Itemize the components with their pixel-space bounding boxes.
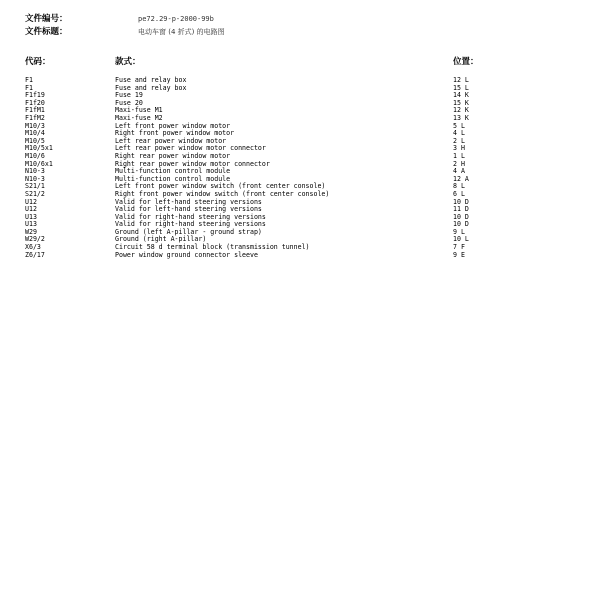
component-position: 12 L [453, 76, 469, 84]
component-code: F1fM2 [25, 113, 45, 122]
doc-title-value: 电动车窗 (4 折式) 的电路图 [138, 28, 225, 36]
component-code: M10/6x1 [25, 159, 53, 168]
component-description: Power window ground connector sleeve [115, 250, 258, 259]
component-description: Left front power window switch (front center console) [115, 182, 326, 191]
component-position: 13 K [453, 113, 469, 122]
component-description: Valid for right-hand steering versions [115, 212, 266, 221]
table-row [0, 161, 602, 169]
component-position: 4 L [453, 129, 465, 138]
component-position: 10 D [453, 220, 469, 229]
component-code: U12 [25, 197, 37, 206]
component-code: W29/2 [25, 235, 45, 244]
table-row [0, 85, 602, 93]
component-code: M10/5x1 [25, 144, 53, 153]
column-header-description: 款式： [115, 57, 141, 67]
component-description: Multi-function control module [115, 174, 231, 183]
component-description: Fuse and relay box [115, 76, 187, 84]
table-row [0, 244, 602, 252]
table-row [0, 130, 602, 138]
component-code: Z6/17 [25, 250, 45, 259]
component-position: 12 A [453, 174, 469, 183]
component-description: Ground (left A-pillar - ground strap) [115, 227, 262, 236]
component-code: N10-3 [25, 174, 45, 183]
component-position: 12 K [453, 106, 469, 115]
table-row [0, 123, 602, 131]
component-description: Valid for left-hand steering versions [115, 205, 262, 214]
component-description: Fuse and relay box [115, 83, 187, 92]
component-description: Maxi-fuse M1 [115, 106, 163, 115]
table-row [0, 191, 602, 199]
component-position: 15 K [453, 98, 469, 107]
table-row [0, 168, 602, 176]
component-code: M10/5 [25, 136, 45, 145]
component-code: W29 [25, 227, 37, 236]
table-row [0, 252, 602, 260]
component-code: M10/4 [25, 129, 45, 138]
component-description: Fuse 19 [115, 91, 143, 100]
component-description: Valid for left-hand steering versions [115, 197, 262, 206]
component-description: Valid for right-hand steering versions [115, 220, 266, 229]
table-row [0, 100, 602, 108]
component-code: S21/1 [25, 182, 45, 191]
component-position: 4 A [453, 167, 465, 176]
component-description: Left front power window motor [115, 121, 231, 130]
component-description: Right rear power window motor [115, 151, 231, 160]
component-code: U12 [25, 205, 37, 214]
component-code: U13 [25, 212, 37, 221]
component-code: F1 [25, 76, 33, 84]
component-code: F1f19 [25, 91, 45, 100]
doc-title-label: 文件标题： [25, 27, 68, 37]
component-position: 5 L [453, 121, 465, 130]
component-description: Fuse 20 [115, 98, 143, 107]
component-description: Right front power window switch (front center console) [115, 189, 330, 198]
component-description: Left rear power window motor [115, 136, 227, 145]
component-position: 3 H [453, 144, 465, 153]
component-code: X6/3 [25, 243, 41, 252]
component-description: Right rear power window motor connector [115, 159, 270, 168]
column-header-code: 代码： [25, 57, 51, 67]
component-description: Left rear power window motor connector [115, 144, 266, 153]
component-position: 2 H [453, 159, 465, 168]
table-row [0, 145, 602, 153]
component-description: Right front power window motor [115, 129, 235, 138]
table-row [0, 199, 602, 207]
component-description: Multi-function control module [115, 167, 231, 176]
component-code: M10/6 [25, 151, 45, 160]
component-position: 7 F [453, 243, 465, 252]
component-description: Ground (right A-pillar) [115, 235, 207, 244]
component-code: U13 [25, 220, 37, 229]
table-row [0, 92, 602, 100]
table-row [0, 221, 602, 229]
component-position: 2 L [453, 136, 465, 145]
component-description: Maxi-fuse M2 [115, 113, 163, 122]
table-row [0, 115, 602, 123]
component-table-body [0, 77, 602, 259]
table-row [0, 107, 602, 115]
component-position: 9 E [453, 250, 465, 259]
doc-number-value: pe72.29-p-2000-99b [138, 15, 214, 23]
component-code: F1f20 [25, 98, 45, 107]
component-position: 10 D [453, 212, 469, 221]
component-code: F1fM1 [25, 106, 45, 115]
table-row [0, 229, 602, 237]
component-description: Circuit 58 d terminal block (transmission tunnel) [115, 243, 310, 252]
component-position: 15 L [453, 83, 469, 92]
component-position: 9 L [453, 227, 465, 236]
table-row [0, 77, 602, 85]
component-position: 8 L [453, 182, 465, 191]
table-row [0, 206, 602, 214]
component-code: S21/2 [25, 189, 45, 198]
component-position: 10 L [453, 235, 469, 244]
table-row [0, 214, 602, 222]
table-row [0, 138, 602, 146]
table-row [0, 153, 602, 161]
component-position: 1 L [453, 151, 465, 160]
component-code: N10-3 [25, 167, 45, 176]
column-header-position: 位置： [453, 57, 479, 67]
component-position: 6 L [453, 189, 465, 198]
component-position: 14 K [453, 91, 469, 100]
component-position: 10 D [453, 197, 469, 206]
component-position: 11 D [453, 205, 469, 214]
component-code: F1 [25, 83, 33, 92]
component-code: M10/3 [25, 121, 45, 130]
doc-number-label: 文件编号： [25, 14, 68, 24]
